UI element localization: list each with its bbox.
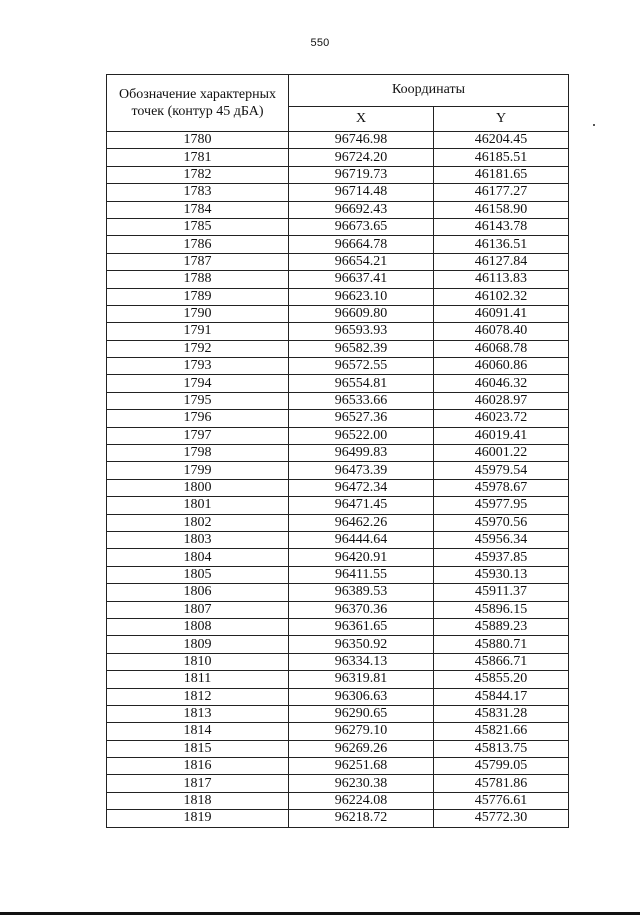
table-row	[107, 201, 569, 218]
table-row	[107, 166, 569, 183]
point-id-cell: 1787	[107, 253, 289, 270]
point-id-cell: 1781	[107, 149, 289, 166]
y-coordinate-cell: 46177.27	[434, 184, 569, 201]
x-coordinate-cell: 96411.55	[289, 566, 434, 583]
y-coordinate-cell: 46204.45	[434, 132, 569, 149]
y-coordinate-cell: 46127.84	[434, 253, 569, 270]
point-id-cell: 1802	[107, 514, 289, 531]
table-row	[107, 601, 569, 618]
table-row	[107, 236, 569, 253]
x-coordinate-cell: 96673.65	[289, 218, 434, 235]
table-row	[107, 497, 569, 514]
x-coordinate-cell: 96462.26	[289, 514, 434, 531]
point-id-cell: 1795	[107, 392, 289, 409]
x-coordinate-cell: 96251.68	[289, 758, 434, 775]
x-coordinate-cell: 96746.98	[289, 132, 434, 149]
y-coordinate-cell: 45896.15	[434, 601, 569, 618]
y-coordinate-cell: 45776.61	[434, 792, 569, 809]
table-row	[107, 758, 569, 775]
x-coordinate-cell: 96319.81	[289, 671, 434, 688]
x-coordinate-cell: 96334.13	[289, 653, 434, 670]
table-row	[107, 132, 569, 149]
table-row	[107, 323, 569, 340]
table-row	[107, 671, 569, 688]
table-row	[107, 479, 569, 496]
y-coordinate-cell: 45889.23	[434, 618, 569, 635]
y-coordinate-cell: 45799.05	[434, 758, 569, 775]
table-row	[107, 514, 569, 531]
point-id-cell: 1818	[107, 792, 289, 809]
x-coordinate-cell: 96609.80	[289, 305, 434, 322]
x-coordinate-cell: 96637.41	[289, 271, 434, 288]
table-row	[107, 584, 569, 601]
x-coordinate-cell: 96724.20	[289, 149, 434, 166]
table-row	[107, 305, 569, 322]
y-coordinate-cell: 46185.51	[434, 149, 569, 166]
header-x: X	[289, 106, 434, 131]
page-number: 550	[310, 37, 330, 49]
table-body	[107, 132, 569, 828]
y-coordinate-cell: 46136.51	[434, 236, 569, 253]
point-id-cell: 1800	[107, 479, 289, 496]
point-id-cell: 1808	[107, 618, 289, 635]
y-coordinate-cell: 45866.71	[434, 653, 569, 670]
point-id-cell: 1785	[107, 218, 289, 235]
y-coordinate-cell: 45855.20	[434, 671, 569, 688]
point-id-cell: 1805	[107, 566, 289, 583]
x-coordinate-cell: 96533.66	[289, 392, 434, 409]
y-coordinate-cell: 45781.86	[434, 775, 569, 792]
point-id-cell: 1789	[107, 288, 289, 305]
header-y: Y	[434, 106, 569, 131]
x-coordinate-cell: 96218.72	[289, 810, 434, 827]
point-id-cell: 1790	[107, 305, 289, 322]
table-row	[107, 218, 569, 235]
point-id-cell: 1782	[107, 166, 289, 183]
point-id-cell: 1783	[107, 184, 289, 201]
table-row	[107, 253, 569, 270]
y-coordinate-cell: 46102.32	[434, 288, 569, 305]
x-coordinate-cell: 96623.10	[289, 288, 434, 305]
point-id-cell: 1798	[107, 445, 289, 462]
point-id-cell: 1812	[107, 688, 289, 705]
table-row	[107, 618, 569, 635]
y-coordinate-cell: 45956.34	[434, 531, 569, 548]
point-id-cell: 1784	[107, 201, 289, 218]
table-row	[107, 288, 569, 305]
x-coordinate-cell: 96290.65	[289, 705, 434, 722]
x-coordinate-cell: 96473.39	[289, 462, 434, 479]
point-id-cell: 1817	[107, 775, 289, 792]
y-coordinate-cell: 46046.32	[434, 375, 569, 392]
point-id-cell: 1810	[107, 653, 289, 670]
point-id-cell: 1794	[107, 375, 289, 392]
y-coordinate-cell: 46078.40	[434, 323, 569, 340]
point-id-cell: 1804	[107, 549, 289, 566]
scan-speck	[593, 124, 595, 126]
table-row	[107, 392, 569, 409]
x-coordinate-cell: 96664.78	[289, 236, 434, 253]
y-coordinate-cell: 45844.17	[434, 688, 569, 705]
x-coordinate-cell: 96593.93	[289, 323, 434, 340]
table-row	[107, 340, 569, 357]
point-id-cell: 1792	[107, 340, 289, 357]
y-coordinate-cell: 46091.41	[434, 305, 569, 322]
point-id-cell: 1797	[107, 427, 289, 444]
table-row	[107, 375, 569, 392]
x-coordinate-cell: 96306.63	[289, 688, 434, 705]
y-coordinate-cell: 45977.95	[434, 497, 569, 514]
table-row	[107, 427, 569, 444]
header-row-top	[107, 75, 569, 107]
table-row	[107, 549, 569, 566]
point-id-cell: 1807	[107, 601, 289, 618]
scan-bottom-border	[0, 912, 640, 915]
y-coordinate-cell: 45937.85	[434, 549, 569, 566]
point-id-cell: 1809	[107, 636, 289, 653]
table-row	[107, 705, 569, 722]
point-id-cell: 1788	[107, 271, 289, 288]
x-coordinate-cell: 96444.64	[289, 531, 434, 548]
x-coordinate-cell: 96350.92	[289, 636, 434, 653]
x-coordinate-cell: 96692.43	[289, 201, 434, 218]
x-coordinate-cell: 96230.38	[289, 775, 434, 792]
x-coordinate-cell: 96522.00	[289, 427, 434, 444]
table-row	[107, 775, 569, 792]
y-coordinate-cell: 46001.22	[434, 445, 569, 462]
y-coordinate-cell: 46019.41	[434, 427, 569, 444]
point-id-cell: 1814	[107, 723, 289, 740]
y-coordinate-cell: 46028.97	[434, 392, 569, 409]
point-id-cell: 1801	[107, 497, 289, 514]
y-coordinate-cell: 45880.71	[434, 636, 569, 653]
x-coordinate-cell: 96654.21	[289, 253, 434, 270]
table-row	[107, 688, 569, 705]
table-row	[107, 810, 569, 827]
x-coordinate-cell: 96420.91	[289, 549, 434, 566]
y-coordinate-cell: 45831.28	[434, 705, 569, 722]
y-coordinate-cell: 46060.86	[434, 358, 569, 375]
point-id-cell: 1791	[107, 323, 289, 340]
table-row	[107, 740, 569, 757]
header-coordinates: Координаты	[289, 75, 569, 107]
table-row	[107, 271, 569, 288]
point-id-cell: 1811	[107, 671, 289, 688]
table-row	[107, 462, 569, 479]
y-coordinate-cell: 45978.67	[434, 479, 569, 496]
y-coordinate-cell: 45979.54	[434, 462, 569, 479]
y-coordinate-cell: 46181.65	[434, 166, 569, 183]
point-id-cell: 1819	[107, 810, 289, 827]
y-coordinate-cell: 45911.37	[434, 584, 569, 601]
y-coordinate-cell: 45772.30	[434, 810, 569, 827]
table-row	[107, 184, 569, 201]
x-coordinate-cell: 96370.36	[289, 601, 434, 618]
x-coordinate-cell: 96572.55	[289, 358, 434, 375]
point-id-cell: 1780	[107, 132, 289, 149]
x-coordinate-cell: 96554.81	[289, 375, 434, 392]
x-coordinate-cell: 96499.83	[289, 445, 434, 462]
point-id-cell: 1806	[107, 584, 289, 601]
y-coordinate-cell: 45970.56	[434, 514, 569, 531]
table-row	[107, 410, 569, 427]
table-row	[107, 531, 569, 548]
point-id-cell: 1815	[107, 740, 289, 757]
x-coordinate-cell: 96714.48	[289, 184, 434, 201]
y-coordinate-cell: 46068.78	[434, 340, 569, 357]
point-id-cell: 1816	[107, 758, 289, 775]
y-coordinate-cell: 45813.75	[434, 740, 569, 757]
table-header	[107, 75, 569, 132]
y-coordinate-cell: 46023.72	[434, 410, 569, 427]
y-coordinate-cell: 45930.13	[434, 566, 569, 583]
table-row	[107, 653, 569, 670]
y-coordinate-cell: 46158.90	[434, 201, 569, 218]
y-coordinate-cell: 46143.78	[434, 218, 569, 235]
header-point-label: Обозначение характерных точек (контур 45 дБА)	[107, 75, 289, 132]
point-id-cell: 1786	[107, 236, 289, 253]
y-coordinate-cell: 46113.83	[434, 271, 569, 288]
point-id-cell: 1799	[107, 462, 289, 479]
x-coordinate-cell: 96582.39	[289, 340, 434, 357]
y-coordinate-cell: 45821.66	[434, 723, 569, 740]
x-coordinate-cell: 96389.53	[289, 584, 434, 601]
x-coordinate-cell: 96472.34	[289, 479, 434, 496]
point-id-cell: 1796	[107, 410, 289, 427]
table-row	[107, 445, 569, 462]
table-row	[107, 358, 569, 375]
point-id-cell: 1813	[107, 705, 289, 722]
x-coordinate-cell: 96224.08	[289, 792, 434, 809]
point-id-cell: 1793	[107, 358, 289, 375]
x-coordinate-cell: 96361.65	[289, 618, 434, 635]
x-coordinate-cell: 96471.45	[289, 497, 434, 514]
table-row	[107, 723, 569, 740]
table-row	[107, 149, 569, 166]
table-row	[107, 636, 569, 653]
x-coordinate-cell: 96279.10	[289, 723, 434, 740]
x-coordinate-cell: 96719.73	[289, 166, 434, 183]
table-row	[107, 792, 569, 809]
coordinates-table	[106, 74, 569, 828]
x-coordinate-cell: 96527.36	[289, 410, 434, 427]
x-coordinate-cell: 96269.26	[289, 740, 434, 757]
point-id-cell: 1803	[107, 531, 289, 548]
table-row	[107, 566, 569, 583]
